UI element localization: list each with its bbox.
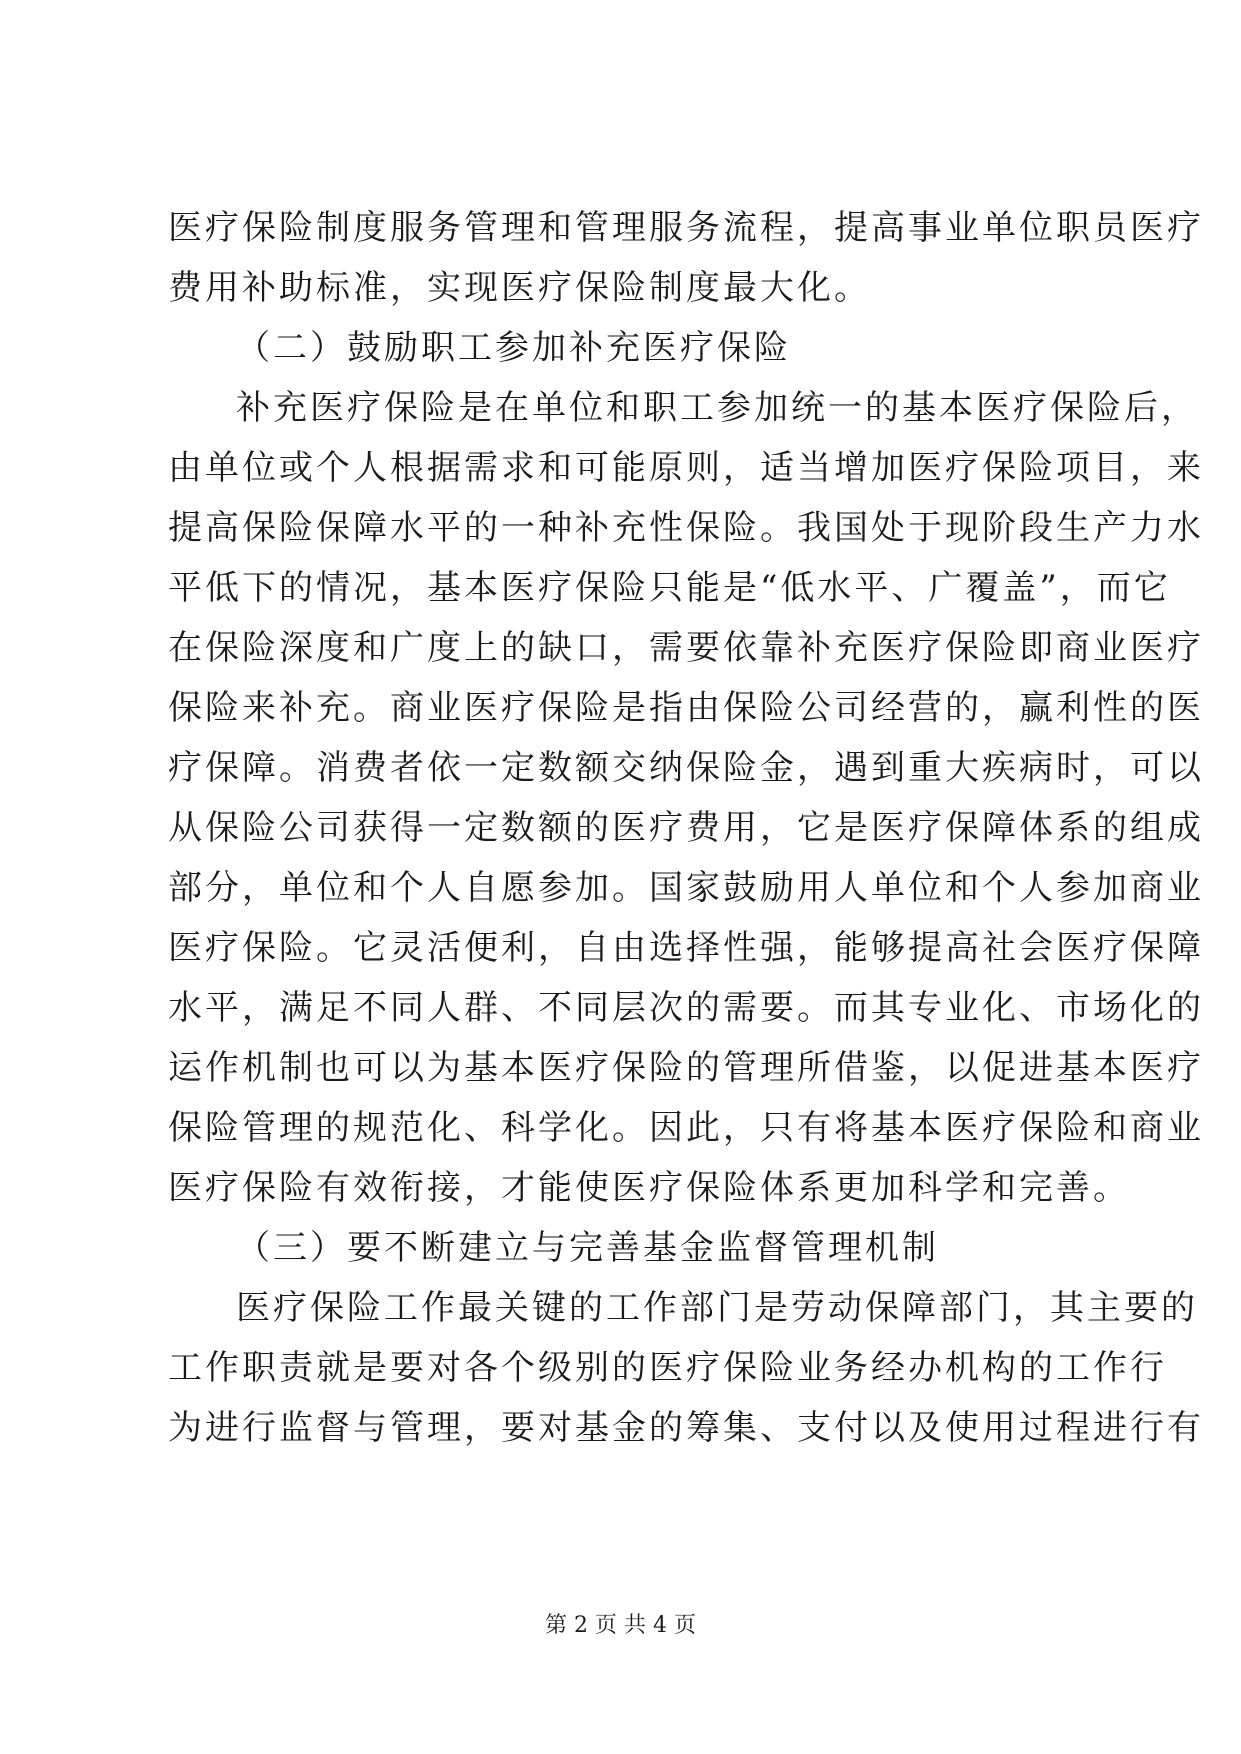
body-line: 补充医疗保险是在单位和职工参加统一的基本医疗保险后，	[236, 388, 1198, 428]
body-line: 工作职责就是要对各个级别的医疗保险业务经办机构的工作行	[168, 1348, 1167, 1388]
section-heading-3: （三）要不断建立与完善基金监督管理机制	[236, 1228, 939, 1268]
body-line: 运作机制也可以为基本医疗保险的管理所借鉴，以促进基本医疗	[168, 1048, 1204, 1088]
body-line: 医疗保险制度服务管理和管理服务流程，提高事业单位职员医疗	[168, 208, 1204, 248]
body-line: 疗保障。消费者依一定数额交纳保险金，遇到重大疾病时，可以	[168, 748, 1204, 788]
body-line: 保险管理的规范化、科学化。因此，只有将基本医疗保险和商业	[168, 1108, 1204, 1148]
body-line: 由单位或个人根据需求和可能原则，适当增加医疗保险项目，来	[168, 448, 1204, 488]
body-line: 部分，单位和个人自愿参加。国家鼓励用人单位和个人参加商业	[168, 868, 1204, 908]
body-line: 医疗保险有效衔接，才能使医疗保险体系更加科学和完善。	[168, 1168, 1130, 1208]
body-line: 保险来补充。商业医疗保险是指由保险公司经营的，赢利性的医	[168, 688, 1204, 728]
section-heading-2: （二）鼓励职工参加补充医疗保险	[236, 328, 791, 368]
body-line: 医疗保险工作最关键的工作部门是劳动保障部门，其主要的	[236, 1288, 1198, 1328]
body-line: 医疗保险。它灵活便利，自由选择性强，能够提高社会医疗保障	[168, 928, 1204, 968]
body-line: 在保险深度和广度上的缺口，需要依靠补充医疗保险即商业医疗	[168, 628, 1204, 668]
body-line: 提高保险保障水平的一种补充性保险。我国处于现阶段生产力水	[168, 508, 1204, 548]
body-line: 水平，满足不同人群、不同层次的需要。而其专业化、市场化的	[168, 988, 1204, 1028]
body-line: 为进行监督与管理，要对基金的筹集、支付以及使用过程进行有	[168, 1408, 1204, 1448]
body-line: 平低下的情况，基本医疗保险只能是“低水平、广覆盖”，而它	[168, 568, 1171, 608]
body-line: 费用补助标准，实现医疗保险制度最大化。	[168, 268, 871, 308]
page-footer: 第 2 页 共 4 页	[545, 1613, 696, 1638]
body-line: 从保险公司获得一定数额的医疗费用，它是医疗保障体系的组成	[168, 808, 1204, 848]
